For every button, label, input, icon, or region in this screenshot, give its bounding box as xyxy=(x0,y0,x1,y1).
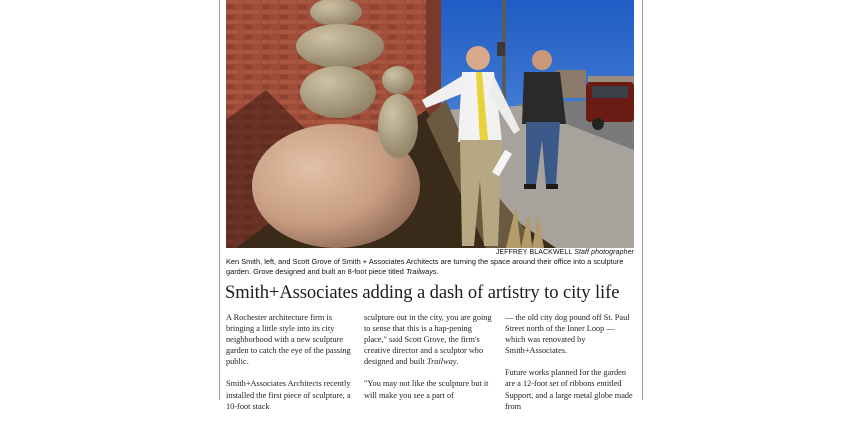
paragraph: A Rochester architecture firm is bringing a little style into its city neighborhood with a new sculpture garden to catch the eye of the passing public. xyxy=(226,313,351,367)
paragraph: Future works planned for the garden are a 12-foot set of ribbons entitled Support, and a large metal globe made from xyxy=(505,368,633,411)
photo-caption xyxy=(226,257,638,277)
caption-text: Ken Smith, left, and Scott Grove of Smith + Associates Architects are turning the space around their office into a sculpture garden. Grove designed and built an 8-foot piece titled xyxy=(226,257,624,276)
photo-credit xyxy=(496,249,634,256)
caption-end: . xyxy=(436,267,439,276)
newspaper-clipping xyxy=(219,0,643,411)
photographer-name: JEFFREY BLACKWELL xyxy=(495,249,573,256)
paragraph-text: sculpture out in the city, you are going to sense that this is a hap-pening place," said Scott Grove, the firm's creative director and a sculptor who designed and built xyxy=(364,313,492,367)
article-column-3 xyxy=(505,312,633,423)
article-column-1 xyxy=(226,312,354,423)
photographer-title: Staff photographer xyxy=(574,249,634,256)
artwork-title: Trailway xyxy=(426,357,457,367)
paragraph xyxy=(364,312,492,367)
paragraph-end: . xyxy=(456,357,459,367)
paragraph: "You may not like the sculpture but it will make you see a part of xyxy=(364,379,489,400)
caption-artwork-title: Trailways xyxy=(405,267,437,276)
paragraph: Smith+Associates Architects recently installed the first piece of sculpture, a 10-foot stack xyxy=(226,379,351,411)
article-headline: Smith+Associates adding a dash of artistry to city life xyxy=(225,282,620,303)
article-photo xyxy=(226,0,634,248)
article-column-2 xyxy=(364,312,492,412)
paragraph: — the old city dog pound off St. Paul Street north of the Inner Loop — which was renovated by Smith+Associates. xyxy=(505,313,630,356)
